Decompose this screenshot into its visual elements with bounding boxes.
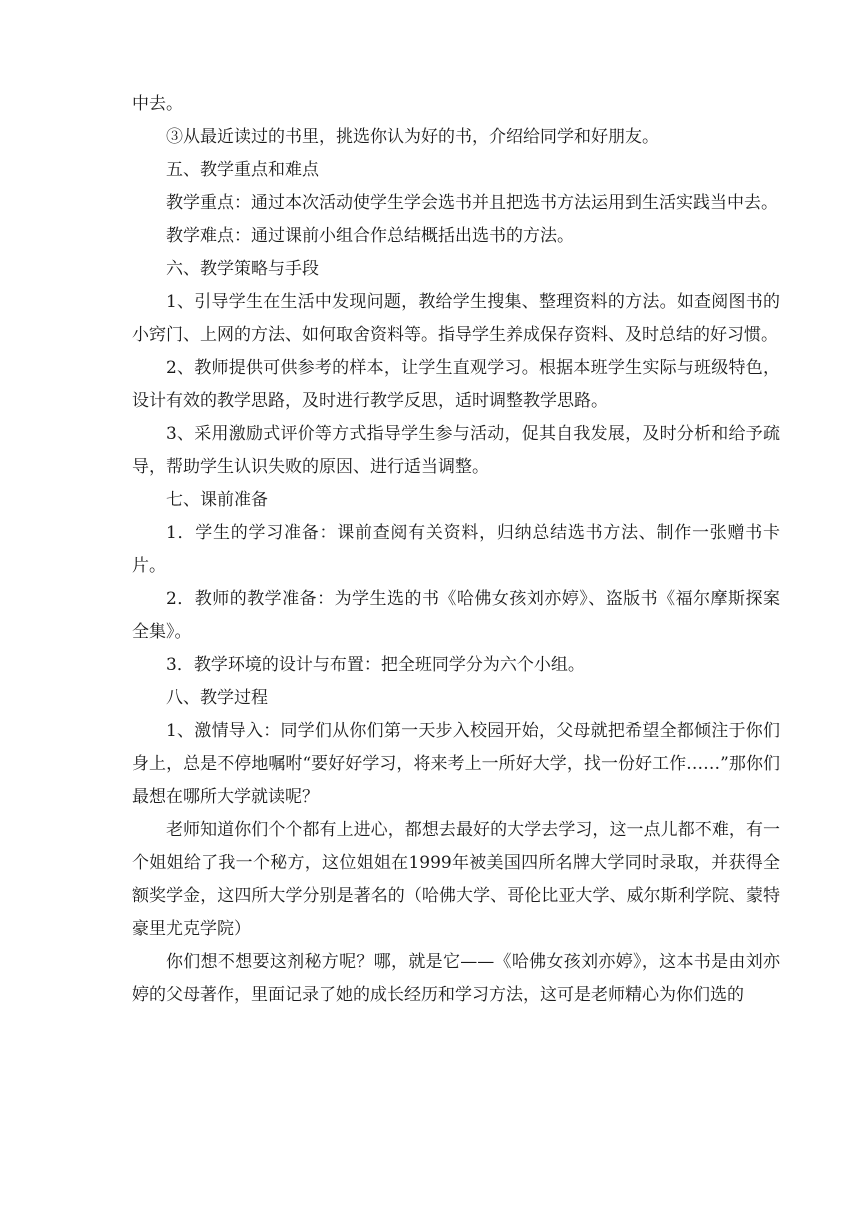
document-page (132, 88, 780, 1012)
paragraph-preparation-3: 3．教学环境的设计与布置：把全班同学分为六个小组。 (166, 655, 585, 675)
paragraph-process-intro: 1、激情导入：同学们从你们第一天步入校园开始，父母就把希望全都倾注于你们身上，总是不停地嘱咐“要好好学习，将来考上一所好大学，找一份好工作……”那你们最想在哪所大学就读呢？ (132, 721, 780, 807)
paragraph-process-secret: 老师知道你们个个都有上进心，都想去最好的大学去学习，这一点儿都不难，有一个姐姐给了我一个秘方，这位姐姐在1999年被美国四所名牌大学同时录取，并获得全额奖学金，这四所大学分别是著名的（哈佛大学、哥伦比亚大学、威尔斯利学院、蒙特豪里尤克学院） (132, 820, 780, 939)
paragraph-continuation: 中去。 (132, 94, 183, 114)
paragraph-teaching-difficulty: 教学难点：通过课前小组合作总结概括出选书的方法。 (166, 226, 574, 246)
section-heading-process: 八、教学过程 (166, 688, 268, 708)
section-heading-focus-difficulty: 五、教学重点和难点 (166, 160, 319, 180)
paragraph-strategy-3: 3、采用激励式评价等方式指导学生参与活动，促其自我发展，及时分析和给予疏导，帮助学生认识失败的原因、进行适当调整。 (132, 424, 780, 477)
paragraph-recommend-books: ③从最近读过的书里，挑选你认为好的书，介绍给同学和好朋友。 (166, 127, 659, 147)
paragraph-strategy-2: 2、教师提供可供参考的样本，让学生直观学习。根据本班学生实际与班级特色，设计有效的教学思路，及时进行教学反思，适时调整教学思路。 (132, 358, 780, 411)
paragraph-preparation-1: 1．学生的学习准备：课前查阅有关资料，归纳总结选书方法、制作一张赠书卡片。 (132, 523, 780, 576)
section-heading-preparation: 七、课前准备 (166, 490, 268, 510)
paragraph-teaching-focus: 教学重点：通过本次活动使学生学会选书并且把选书方法运用到生活实践当中去。 (166, 193, 778, 213)
paragraph-strategy-1: 1、引导学生在生活中发现问题，教给学生搜集、整理资料的方法。如查阅图书的小窍门、上网的方法、如何取舍资料等。指导学生养成保存资料、及时总结的好习惯。 (132, 292, 780, 345)
section-heading-strategy: 六、教学策略与手段 (166, 259, 319, 279)
paragraph-preparation-2: 2．教师的教学准备：为学生选的书《哈佛女孩刘亦婷》、盗版书《福尔摩斯探案全集》。 (132, 589, 780, 642)
paragraph-process-book: 你们想不想要这剂秘方呢？哪，就是它——《哈佛女孩刘亦婷》，这本书是由刘亦婷的父母著作，里面记录了她的成长经历和学习方法，这可是老师精心为你们选的 (132, 952, 780, 1005)
